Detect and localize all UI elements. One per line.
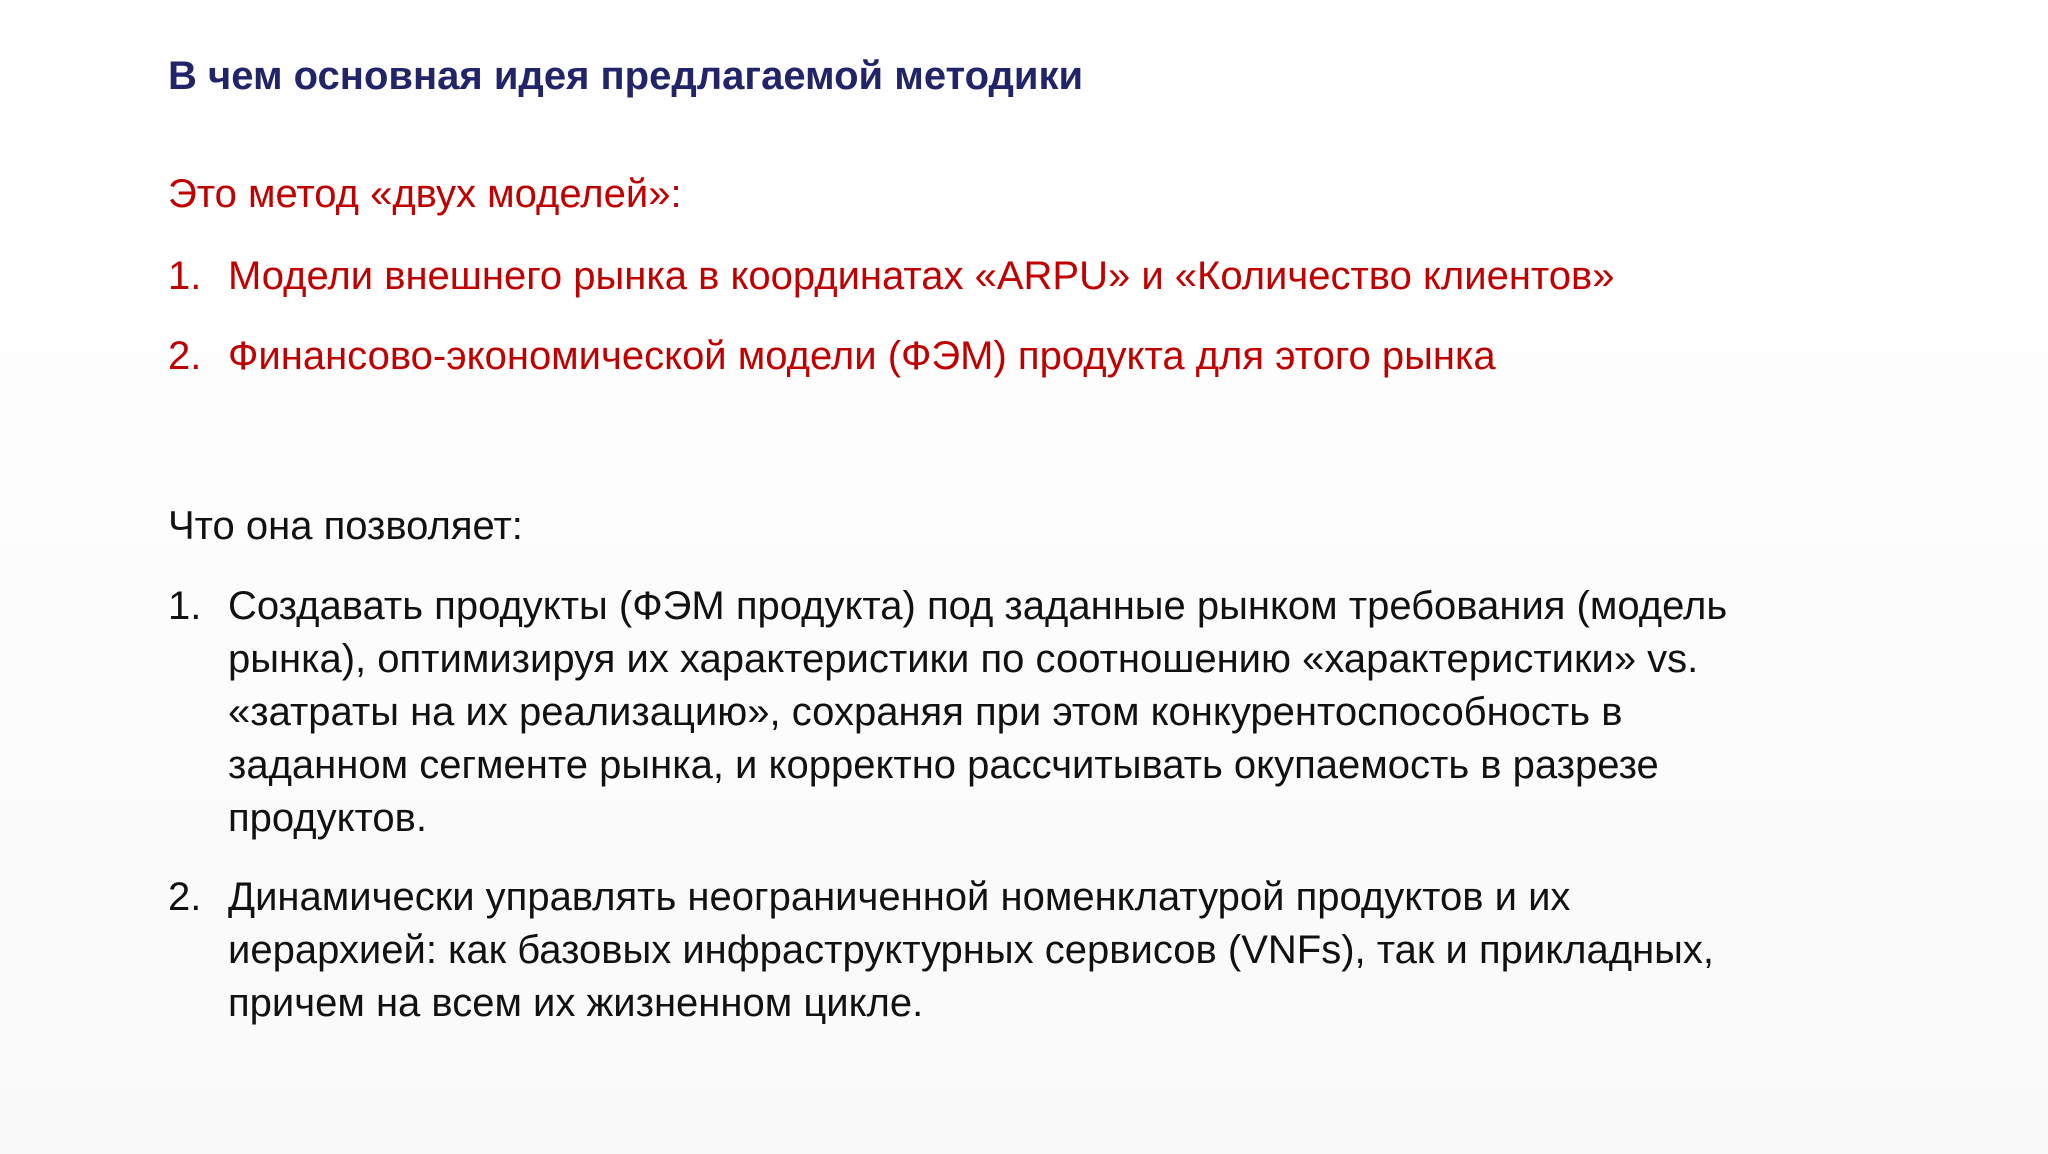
list-item [168, 250, 1615, 302]
slide-title: В чем основная идея предлагаемой методики [168, 54, 1084, 98]
list-item-line: «затраты на их реализацию», сохраняя при этом конкурентоспособность в [228, 690, 1623, 734]
list-item-number: 2. [168, 334, 202, 378]
models-list [168, 250, 1615, 410]
allows-intro: Что она позволяет: [168, 504, 523, 548]
list-item [168, 871, 1928, 1030]
list-item [168, 330, 1615, 382]
benefits-list [168, 580, 1928, 1056]
list-item-line: причем на всем их жизненном цикле. [228, 981, 924, 1025]
list-item-line: Создавать продукты (ФЭМ продукта) под заданные рынком требования (модель [228, 584, 1728, 628]
list-item-line: Динамически управлять неограниченной номенклатурой продуктов и их [228, 875, 1571, 919]
list-item-text: Финансово-экономической модели (ФЭМ) продукта для этого рынка [228, 334, 1496, 378]
list-item-line: заданном сегменте рынка, и корректно рассчитывать окупаемость в разрезе [228, 743, 1659, 787]
list-item-line: продуктов. [228, 796, 428, 840]
list-item-number: 1. [168, 254, 202, 298]
list-item [168, 580, 1928, 845]
list-item-line: рынка), оптимизируя их характеристики по соотношению «характеристики» vs. [228, 637, 1699, 681]
list-item-text: Модели внешнего рынка в координатах «ARPU» и «Количество клиентов» [228, 254, 1615, 298]
list-item-number: 1. [168, 584, 202, 628]
list-item-line: иерархией: как базовых инфраструктурных сервисов (VNFs), так и прикладных, [228, 928, 1715, 972]
method-intro: Это метод «двух моделей»: [168, 172, 682, 216]
list-item-number: 2. [168, 875, 202, 919]
